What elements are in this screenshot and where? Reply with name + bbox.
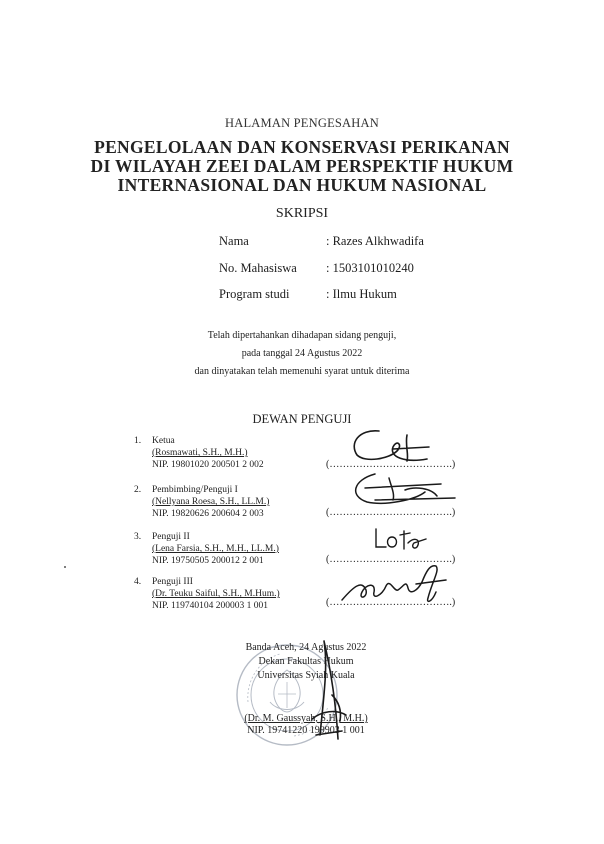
defense-date-line: pada tanggal 24 Agustus 2022 — [241, 348, 363, 359]
defense-statement-line: Telah dipertahankan dihadapan sidang penguji, — [207, 330, 397, 341]
signature-line: (……………………………….) — [326, 597, 456, 608]
examination-board-title: DEWAN PENGUJI — [252, 412, 352, 426]
scan-speck — [64, 566, 66, 568]
examiner-role: Penguji II — [152, 532, 190, 542]
signature-examiner-3 — [370, 525, 430, 555]
signature-dean — [302, 635, 354, 745]
title-line: PENGELOLAAN DAN KONSERVASI PERIKANAN — [94, 137, 510, 157]
examiner-nip: NIP. 19750505 200012 2 001 — [152, 556, 264, 566]
examiner-number: 3. — [134, 532, 142, 542]
examiner-name: (Dr. Teuku Saiful, S.H., M.Hum.) — [152, 589, 280, 599]
examiner-name: (Nellyana Roesa, S.H., LL.M.) — [152, 497, 270, 507]
signature-line: (……………………………….) — [326, 554, 456, 565]
university-name: Universitas Syiah Kuala — [257, 670, 355, 681]
student-name-label: Nama — [219, 234, 249, 248]
study-program-value: : Ilmu Hukum — [326, 287, 397, 301]
examiner-nip: NIP. 119740104 200003 1 001 — [152, 601, 269, 611]
page-header-label: HALAMAN PENGESAHAN — [225, 116, 379, 130]
signature-line: (……………………………….) — [326, 459, 456, 470]
examiner-name: (Rosmawati, S.H., M.H.) — [152, 448, 248, 458]
student-number-value: : 1503101010240 — [326, 261, 414, 275]
examiner-role: Penguji III — [152, 577, 193, 587]
examiner-nip: NIP. 19820626 200604 2 003 — [152, 509, 264, 519]
examiner-nip: NIP. 19801020 200501 2 002 — [152, 460, 264, 470]
examiner-name: (Lena Farsia, S.H., M.H., LL.M.) — [152, 544, 279, 554]
title-line: INTERNASIONAL DAN HUKUM NASIONAL — [117, 175, 487, 195]
student-name-value: : Razes Alkhwadifa — [326, 234, 424, 248]
dean-nip: NIP. 19741220 199903 1 001 — [247, 725, 365, 736]
defense-statement-line: dan dinyatakan telah memenuhi syarat untuk diterima — [194, 366, 410, 377]
examiner-role: Pembimbing/Penguji I — [152, 485, 238, 495]
examiner-number: 1. — [134, 436, 142, 446]
thesis-title — [0, 138, 604, 195]
examiner-number: 4. — [134, 577, 142, 587]
signature-examiner-2 — [345, 470, 460, 510]
document-type: SKRIPSI — [275, 206, 329, 221]
title-line: DI WILAYAH ZEEI DALAM PERSPEKTIF HUKUM — [90, 156, 514, 176]
approval-place-date: Banda Aceh, 24 Agustus 2022 — [245, 642, 367, 653]
student-number-label: No. Mahasiswa — [219, 261, 297, 275]
dean-name: (Dr. M. Gaussyah, S.H., M.H.) — [244, 713, 368, 724]
signature-examiner-4 — [336, 562, 456, 606]
signature-line: (……………………………….) — [326, 507, 456, 518]
signature-examiner-1 — [345, 425, 435, 467]
examiner-role: Ketua — [152, 436, 175, 446]
study-program-label: Program studi — [219, 287, 290, 301]
examiner-number: 2. — [134, 485, 142, 495]
dean-position: Dekan Fakultas Hukum — [258, 656, 354, 667]
